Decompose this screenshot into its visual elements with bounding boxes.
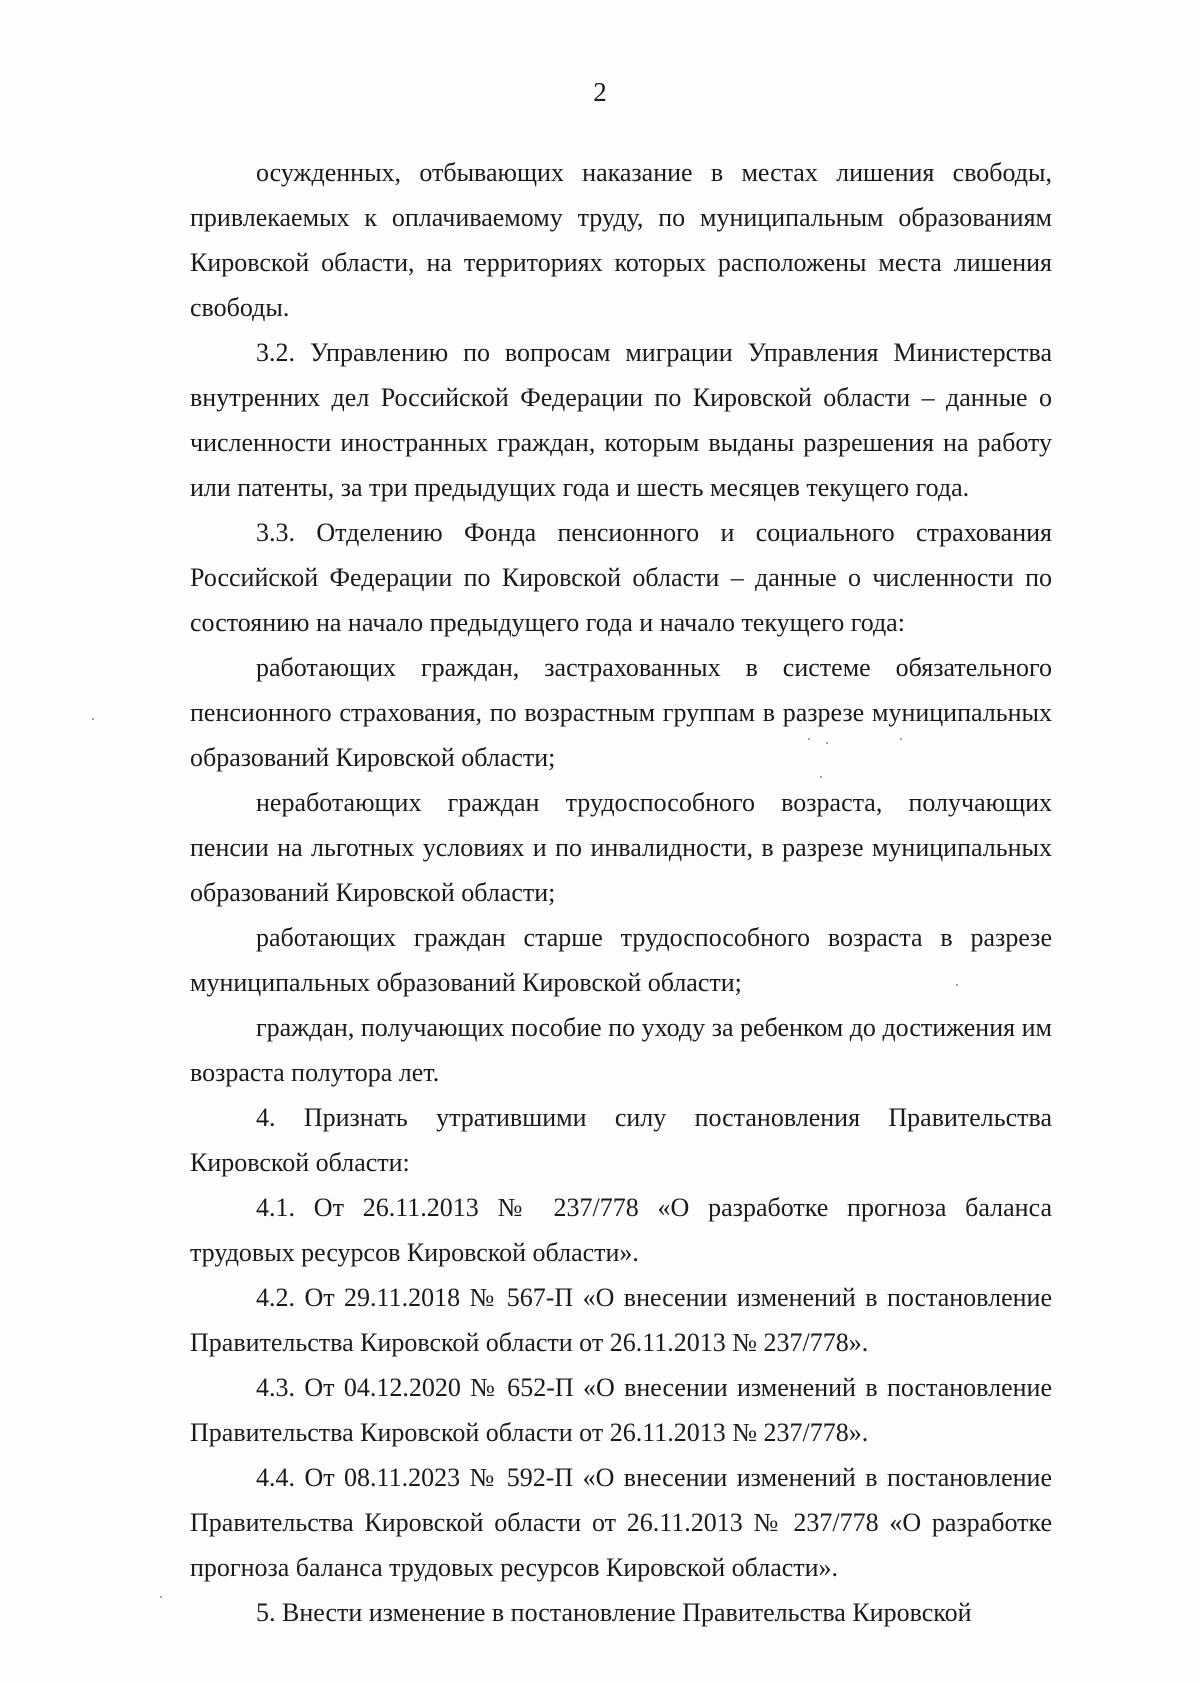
page-number: 2 (593, 77, 607, 107)
scan-speck (808, 738, 810, 740)
paragraph-4-1: 4.1. От 26.11.2013 № 237/778 «О разработке прогноза баланса трудовых ресурсов Кировской области». (190, 1193, 1052, 1267)
paragraph-5-amendment: 5. Внести изменение в постановление Правительства Кировской (256, 1598, 972, 1627)
scan-speck (956, 984, 958, 986)
paragraph-working-older: работающих граждан старше трудоспособного возраста в разрезе муниципальных образований Кировской области; (190, 923, 1052, 997)
document-body (190, 150, 1052, 1635)
paragraph-working-insured: работающих граждан, застрахованных в системе обязательного пенсионного страхования, по возрастным группам в разрезе муниципальных образований Кировской области; (190, 653, 1052, 772)
paragraph-convicts-continuation: осужденных, отбывающих наказание в местах лишения свободы, привлекаемых к оплачиваемому труду, по муниципальным образованиям Кировской области, на территориях которых расположены места лишения свободы. (190, 158, 1052, 322)
paragraph-4-repeal: 4. Признать утратившими силу постановления Правительства Кировской области: (190, 1103, 1052, 1177)
paragraph-3-2-migration: 3.2. Управлению по вопросам миграции Управления Министерства внутренних дел Российской Федерации по Кировской области – данные о численности иностранных граждан, которым выданы разрешения на работу или патенты, за три предыдущих года и шесть месяцев текущего года. (190, 338, 1052, 502)
scan-speck (820, 776, 822, 778)
paragraph-4-4: 4.4. От 08.11.2023 № 592-П «О внесении изменений в постановление Правительства Кировской области от 26.11.2013 № 237/778 «О разработке прогноза баланса трудовых ресурсов Кировской области». (190, 1463, 1052, 1582)
paragraph-nonworking-pensioners: неработающих граждан трудоспособного возраста, получающих пенсии на льготных условиях и по инвалидности, в разрезе муниципальных образований Кировской области; (190, 788, 1052, 907)
scan-speck (826, 742, 828, 744)
paragraph-4-3: 4.3. От 04.12.2020 № 652-П «О внесении изменений в постановление Правительства Кировской области от 26.11.2013 № 237/778». (190, 1373, 1052, 1447)
scan-speck (92, 718, 94, 720)
scan-speck (160, 1596, 162, 1598)
paragraph-3-3-pension-fund: 3.3. Отделению Фонда пенсионного и социального страхования Российской Федерации по Кировской области – данные о численности по состоянию на начало предыдущего года и начало текущего года: (190, 518, 1052, 637)
paragraph-childcare-allowance: граждан, получающих пособие по уходу за ребенком до достижения им возраста полутора лет. (190, 1013, 1052, 1087)
scan-speck (900, 738, 902, 740)
paragraph-4-2: 4.2. От 29.11.2018 № 567-П «О внесении изменений в постановление Правительства Кировской области от 26.11.2013 № 237/778». (190, 1283, 1052, 1357)
